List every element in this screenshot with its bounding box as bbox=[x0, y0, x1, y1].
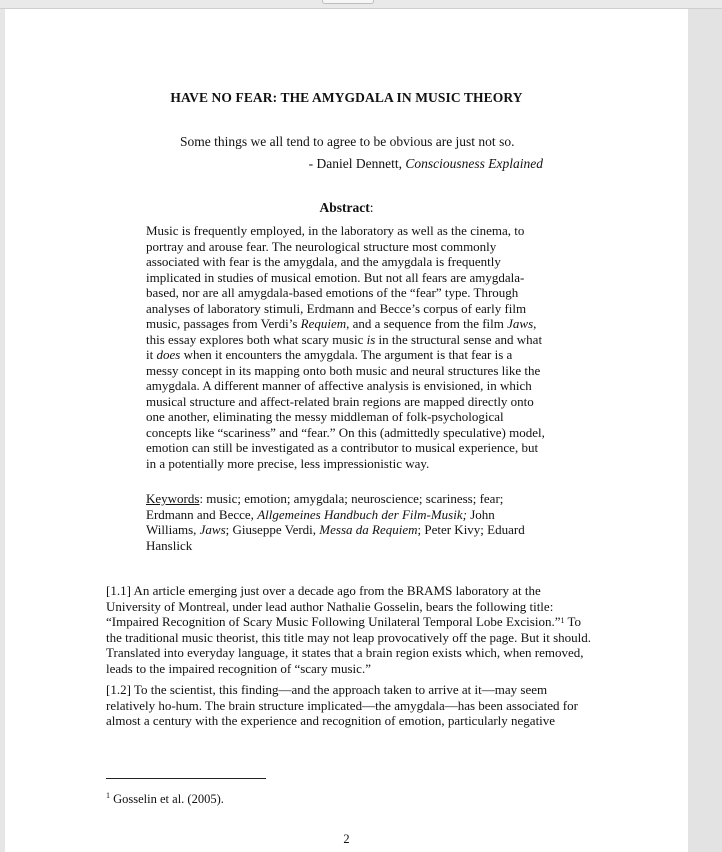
keywords-segment: : music; emotion; amygdala; neuroscience; scariness; fear; Erdmann and Becce, bbox=[146, 491, 504, 522]
footnote-text: Gosselin et al. (2005). bbox=[110, 792, 224, 806]
abstract-emphasis: Jaws bbox=[507, 316, 534, 331]
viewer-toolbar bbox=[0, 0, 722, 9]
epigraph-attribution bbox=[309, 156, 543, 172]
abstract-heading bbox=[5, 200, 688, 216]
abstract-emphasis: Requiem bbox=[300, 316, 347, 331]
epigraph-quote: Some things we all tend to agree to be obvious are just not so. bbox=[180, 134, 515, 149]
keywords-emphasis: Jaws bbox=[199, 522, 226, 538]
keywords-emphasis: Messa da Requiem bbox=[319, 522, 418, 538]
keywords-emphasis: Allgemeines Handbuch der Film-Musik; bbox=[257, 506, 467, 522]
keywords-segment: ; Giuseppe Verdi, bbox=[225, 522, 320, 538]
keywords-segment: ; Peter Kivy; Eduard Hanslick bbox=[146, 522, 525, 553]
keywords-label: Keywords bbox=[146, 491, 200, 506]
abstract-emphasis: is bbox=[366, 331, 376, 347]
footnote-separator bbox=[106, 778, 266, 779]
keywords-segment: John Williams, bbox=[146, 506, 495, 538]
footnote-ref[interactable]: 1 bbox=[560, 616, 565, 625]
paragraph-1-2: [1.2] To the scientist, this finding—and the approach taken to arrive at it—may seem relatively ho-hum. The brain structure implicated—the amygdala—has been associated for almost a century with the experience and recognition of emotion, particularly negative bbox=[106, 682, 578, 728]
abstract-text bbox=[146, 223, 547, 471]
abstract-heading-label: Abstract bbox=[319, 200, 370, 215]
document-page bbox=[5, 9, 688, 852]
viewer-background bbox=[688, 9, 722, 852]
abstract-segment: Music is frequently employed, in the laboratory as well as the cinema, to portray and arouse fear. The neurological structure most commonly associated with fear is the amygdala, and the amygdala is frequently implicated in studies of musical emotion. But not all fears are amygdala-based, nor are all amygdala-based emotions of the “fear” type. Through analyses of laboratory stimuli, Erdmann and Becce’s corpus of early film music, passages from Verdi’s bbox=[146, 223, 527, 331]
footnote bbox=[106, 792, 224, 807]
footnote-marker: 1 bbox=[106, 791, 110, 800]
abstract-heading-colon: : bbox=[369, 200, 374, 215]
abstract-segment: , this essay explores both what scary music bbox=[146, 316, 537, 347]
abstract-segment: in the structural sense and what it bbox=[146, 331, 543, 362]
attribution-author: - Daniel Dennett, bbox=[308, 156, 406, 171]
page-number: 2 bbox=[343, 832, 350, 846]
abstract-segment: when it encounters the amygdala. The argument is that fear is a messy concept in its mapping onto both music and neural structures like the amygdala. A different manner of affective analysis is envisioned, in which musical structure and affect-related brain regions are mapped directly onto one another, eliminating the messy middleman of folk-psychological concepts like “scariness” and “fear.” On this (admittedly speculative) model, emotion can still be investigated as a contributor to musical experience, but in a potentially more precise, less impressionistic way. bbox=[146, 347, 545, 471]
paragraph-text: To the traditional music theorist, this title may not leap provocatively off the page. But it should. Translated into everyday language, it states that a brain region exists which, when removed, leads to the impaired recognition of “scary music.” bbox=[106, 614, 591, 676]
abstract-emphasis: does bbox=[156, 347, 181, 362]
paragraph-1-1 bbox=[106, 583, 592, 676]
keywords bbox=[146, 491, 547, 553]
paragraph-text: [1.1] An article emerging just over a decade ago from the BRAMS laboratory at the University of Montreal, under lead author Nathalie Gosselin, bears the following title: “Impaired Recognition of Scary Music Following Unilateral Temporal Lobe Excision.” bbox=[106, 583, 561, 629]
attribution-work: Consciousness Explained bbox=[405, 156, 543, 171]
toolbar-tab[interactable] bbox=[322, 0, 374, 4]
abstract-segment: , and a sequence from the film bbox=[346, 316, 508, 331]
document-title: HAVE NO FEAR: THE AMYGDALA IN MUSIC THEORY bbox=[170, 90, 523, 105]
